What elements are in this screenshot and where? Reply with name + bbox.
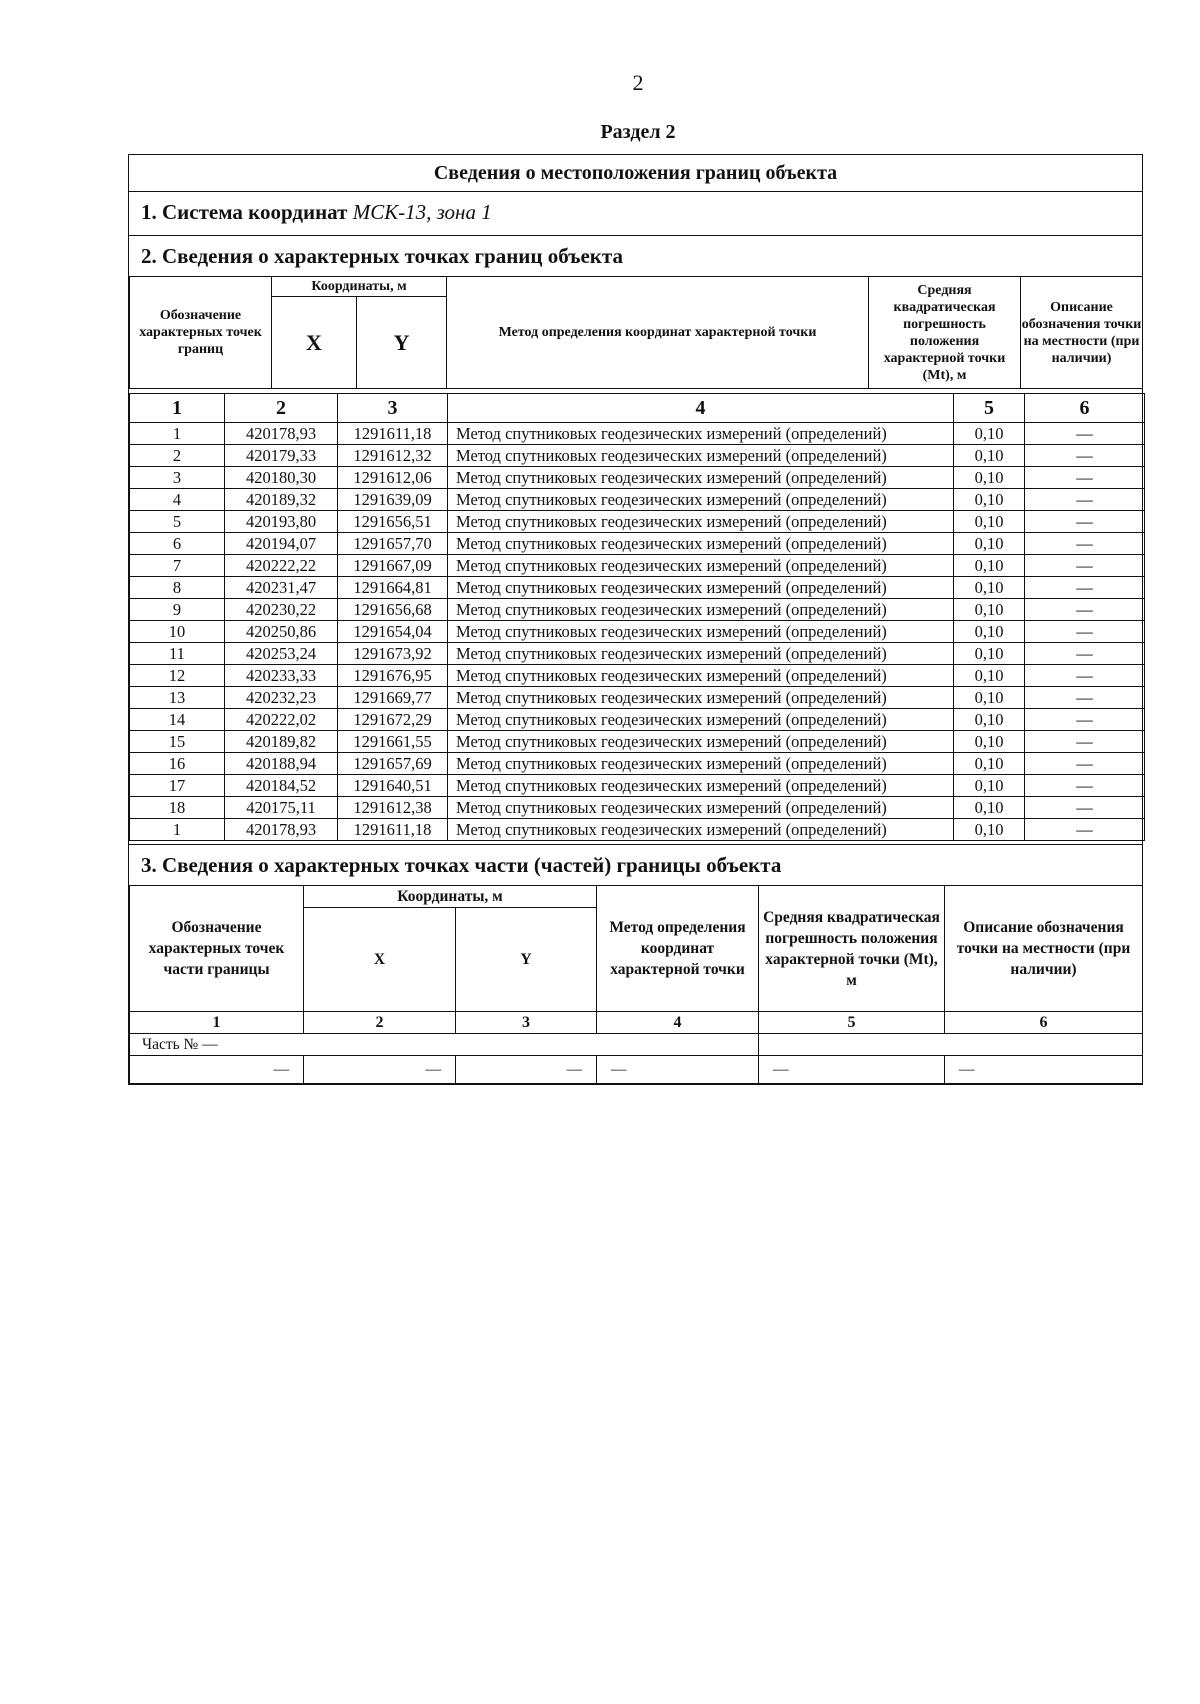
point-x: 420233,33: [225, 665, 338, 687]
point-method: Метод спутниковых геодезических измерений (определений): [448, 775, 954, 797]
col-desc: Описание обозначения точки на местности (при наличии): [1021, 277, 1143, 389]
table-row: [130, 621, 1145, 643]
table-row: [130, 819, 1145, 841]
point-desc: —: [1025, 665, 1145, 687]
point-number: 7: [130, 555, 225, 577]
point-y: 1291612,06: [338, 467, 448, 489]
point-y: 1291664,81: [338, 577, 448, 599]
table-row: [130, 489, 1145, 511]
points-data-table: [129, 393, 1145, 841]
table-row: [130, 643, 1145, 665]
point-number: 1: [130, 819, 225, 841]
parts-col-designation: Обозначение характерных точек части границы: [130, 886, 304, 1012]
point-method: Метод спутниковых геодезических измерений (определений): [448, 753, 954, 775]
point-desc: —: [1025, 489, 1145, 511]
point-desc: —: [1025, 511, 1145, 533]
point-error: 0,10: [954, 577, 1025, 599]
table-row: [130, 577, 1145, 599]
table-row: [130, 423, 1145, 445]
point-number: 13: [130, 687, 225, 709]
point-desc: —: [1025, 687, 1145, 709]
point-y: 1291612,38: [338, 797, 448, 819]
point-x: 420250,86: [225, 621, 338, 643]
table-row: [130, 533, 1145, 555]
point-method: Метод спутниковых геодезических измерений (определений): [448, 445, 954, 467]
point-x: 420230,22: [225, 599, 338, 621]
point-method: Метод спутниковых геодезических измерений (определений): [448, 423, 954, 445]
parts-col-number: 1: [130, 1012, 304, 1034]
point-y: 1291657,69: [338, 753, 448, 775]
parts-cell-method: —: [597, 1056, 759, 1084]
col-x: X: [272, 297, 357, 389]
point-y: 1291669,77: [338, 687, 448, 709]
point-error: 0,10: [954, 555, 1025, 577]
point-method: Метод спутниковых геодезических измерений (определений): [448, 621, 954, 643]
col-number: 1: [130, 394, 225, 423]
table-row: [130, 665, 1145, 687]
col-number: 4: [448, 394, 954, 423]
parts-col-number: 5: [759, 1012, 945, 1034]
point-number: 5: [130, 511, 225, 533]
col-number: 3: [338, 394, 448, 423]
point-y: 1291611,18: [338, 819, 448, 841]
point-method: Метод спутниковых геодезических измерений (определений): [448, 643, 954, 665]
point-y: 1291656,68: [338, 599, 448, 621]
point-y: 1291672,29: [338, 709, 448, 731]
point-desc: —: [1025, 533, 1145, 555]
table-row: [130, 797, 1145, 819]
parts-col-number: 6: [945, 1012, 1143, 1034]
point-desc: —: [1025, 577, 1145, 599]
parts-cell-desc: —: [945, 1056, 1143, 1084]
point-x: 420193,80: [225, 511, 338, 533]
parts-heading: 3. Сведения о характерных точках части (частей) границы объекта: [141, 853, 782, 877]
col-number: 2: [225, 394, 338, 423]
point-desc: —: [1025, 599, 1145, 621]
point-x: 420194,07: [225, 533, 338, 555]
point-error: 0,10: [954, 731, 1025, 753]
point-x: 420232,23: [225, 687, 338, 709]
parts-table: [129, 885, 1143, 1084]
point-y: 1291657,70: [338, 533, 448, 555]
boundary-info-frame: [128, 154, 1143, 1085]
point-number: 15: [130, 731, 225, 753]
point-number: 12: [130, 665, 225, 687]
point-number: 9: [130, 599, 225, 621]
point-number: 8: [130, 577, 225, 599]
point-y: 1291673,92: [338, 643, 448, 665]
point-y: 1291667,09: [338, 555, 448, 577]
points-header-table: [129, 276, 1143, 389]
point-method: Метод спутниковых геодезических измерений (определений): [448, 797, 954, 819]
point-error: 0,10: [954, 753, 1025, 775]
col-number: 5: [954, 394, 1025, 423]
point-y: 1291612,32: [338, 445, 448, 467]
point-desc: —: [1025, 819, 1145, 841]
table-row: [130, 555, 1145, 577]
point-number: 3: [130, 467, 225, 489]
point-x: 420184,52: [225, 775, 338, 797]
point-error: 0,10: [954, 423, 1025, 445]
point-method: Метод спутниковых геодезических измерений (определений): [448, 731, 954, 753]
parts-cell-x: —: [304, 1056, 456, 1084]
point-y: 1291661,55: [338, 731, 448, 753]
point-desc: —: [1025, 423, 1145, 445]
col-method: Метод определения координат характерной точки: [447, 277, 869, 389]
point-error: 0,10: [954, 775, 1025, 797]
point-desc: —: [1025, 445, 1145, 467]
col-coords: Координаты, м: [272, 277, 447, 297]
point-y: 1291640,51: [338, 775, 448, 797]
table-row: [130, 687, 1145, 709]
point-x: 420179,33: [225, 445, 338, 467]
point-number: 18: [130, 797, 225, 819]
point-number: 10: [130, 621, 225, 643]
point-error: 0,10: [954, 445, 1025, 467]
point-error: 0,10: [954, 599, 1025, 621]
parts-col-x: X: [304, 908, 456, 1012]
point-x: 420222,22: [225, 555, 338, 577]
parts-cell-y: —: [456, 1056, 597, 1084]
parts-col-desc: Описание обозначения точки на местности (при наличии): [945, 886, 1143, 1012]
point-method: Метод спутниковых геодезических измерений (определений): [448, 709, 954, 731]
main-title: Сведения о местоположения границ объекта: [129, 155, 1142, 192]
point-error: 0,10: [954, 621, 1025, 643]
point-x: 420189,32: [225, 489, 338, 511]
point-x: 420178,93: [225, 423, 338, 445]
point-error: 0,10: [954, 819, 1025, 841]
point-number: 1: [130, 423, 225, 445]
part-label: Часть № —: [130, 1034, 759, 1056]
point-number: 11: [130, 643, 225, 665]
point-desc: —: [1025, 731, 1145, 753]
point-y: 1291676,95: [338, 665, 448, 687]
point-x: 420178,93: [225, 819, 338, 841]
point-method: Метод спутниковых геодезических измерений (определений): [448, 577, 954, 599]
point-error: 0,10: [954, 533, 1025, 555]
table-row: [130, 467, 1145, 489]
parts-col-number: 4: [597, 1012, 759, 1034]
point-x: 420253,24: [225, 643, 338, 665]
page-number: 2: [632, 70, 644, 95]
point-method: Метод спутниковых геодезических измерений (определений): [448, 467, 954, 489]
point-desc: —: [1025, 643, 1145, 665]
point-number: 14: [130, 709, 225, 731]
point-x: 420180,30: [225, 467, 338, 489]
point-y: 1291654,04: [338, 621, 448, 643]
coord-system-prefix: 1. Система координат: [141, 200, 353, 224]
table-row: [130, 445, 1145, 467]
col-number: 6: [1025, 394, 1145, 423]
table-row: [130, 709, 1145, 731]
part-empty-cell: [759, 1034, 1143, 1056]
point-desc: —: [1025, 709, 1145, 731]
point-number: 16: [130, 753, 225, 775]
point-desc: —: [1025, 775, 1145, 797]
point-y: 1291656,51: [338, 511, 448, 533]
points-heading: 2. Сведения о характерных точках границ объекта: [141, 244, 623, 268]
point-x: 420175,11: [225, 797, 338, 819]
point-number: 6: [130, 533, 225, 555]
point-method: Метод спутниковых геодезических измерений (определений): [448, 665, 954, 687]
point-method: Метод спутниковых геодезических измерений (определений): [448, 489, 954, 511]
point-x: 420189,82: [225, 731, 338, 753]
point-x: 420188,94: [225, 753, 338, 775]
table-row: [130, 753, 1145, 775]
point-number: 2: [130, 445, 225, 467]
parts-col-error: Средняя квадратическая погрешность положения характерной точки (Mt), м: [759, 886, 945, 1012]
coord-system-line: [129, 192, 1142, 232]
point-error: 0,10: [954, 709, 1025, 731]
point-x: 420222,02: [225, 709, 338, 731]
point-method: Метод спутниковых геодезических измерений (определений): [448, 511, 954, 533]
col-designation: Обозначение характерных точек границ: [130, 277, 272, 389]
point-desc: —: [1025, 797, 1145, 819]
point-error: 0,10: [954, 797, 1025, 819]
col-y: Y: [357, 297, 447, 389]
point-error: 0,10: [954, 467, 1025, 489]
parts-col-coords: Координаты, м: [304, 886, 597, 908]
point-method: Метод спутниковых геодезических измерений (определений): [448, 819, 954, 841]
point-error: 0,10: [954, 511, 1025, 533]
table-row: [130, 731, 1145, 753]
point-desc: —: [1025, 467, 1145, 489]
point-method: Метод спутниковых геодезических измерений (определений): [448, 599, 954, 621]
point-y: 1291639,09: [338, 489, 448, 511]
parts-cell-error: —: [759, 1056, 945, 1084]
parts-col-number: 3: [456, 1012, 597, 1034]
point-method: Метод спутниковых геодезических измерений (определений): [448, 555, 954, 577]
point-method: Метод спутниковых геодезических измерений (определений): [448, 687, 954, 709]
parts-col-method: Метод определения координат характерной точки: [597, 886, 759, 1012]
point-number: 4: [130, 489, 225, 511]
coord-system-value: МСК-13, зона 1: [352, 200, 492, 224]
table-row: [130, 599, 1145, 621]
col-error: Средняя квадратическая погрешность положения характерной точки (Mt), м: [869, 277, 1021, 389]
parts-cell-designation: —: [130, 1056, 304, 1084]
parts-col-y: Y: [456, 908, 597, 1012]
table-row: [130, 511, 1145, 533]
point-error: 0,10: [954, 643, 1025, 665]
point-desc: —: [1025, 621, 1145, 643]
parts-col-number: 2: [304, 1012, 456, 1034]
point-error: 0,10: [954, 665, 1025, 687]
point-desc: —: [1025, 555, 1145, 577]
point-x: 420231,47: [225, 577, 338, 599]
point-number: 17: [130, 775, 225, 797]
point-error: 0,10: [954, 687, 1025, 709]
point-method: Метод спутниковых геодезических измерений (определений): [448, 533, 954, 555]
point-error: 0,10: [954, 489, 1025, 511]
point-y: 1291611,18: [338, 423, 448, 445]
point-desc: —: [1025, 753, 1145, 775]
table-row: [130, 775, 1145, 797]
section-heading: Раздел 2: [600, 121, 676, 143]
